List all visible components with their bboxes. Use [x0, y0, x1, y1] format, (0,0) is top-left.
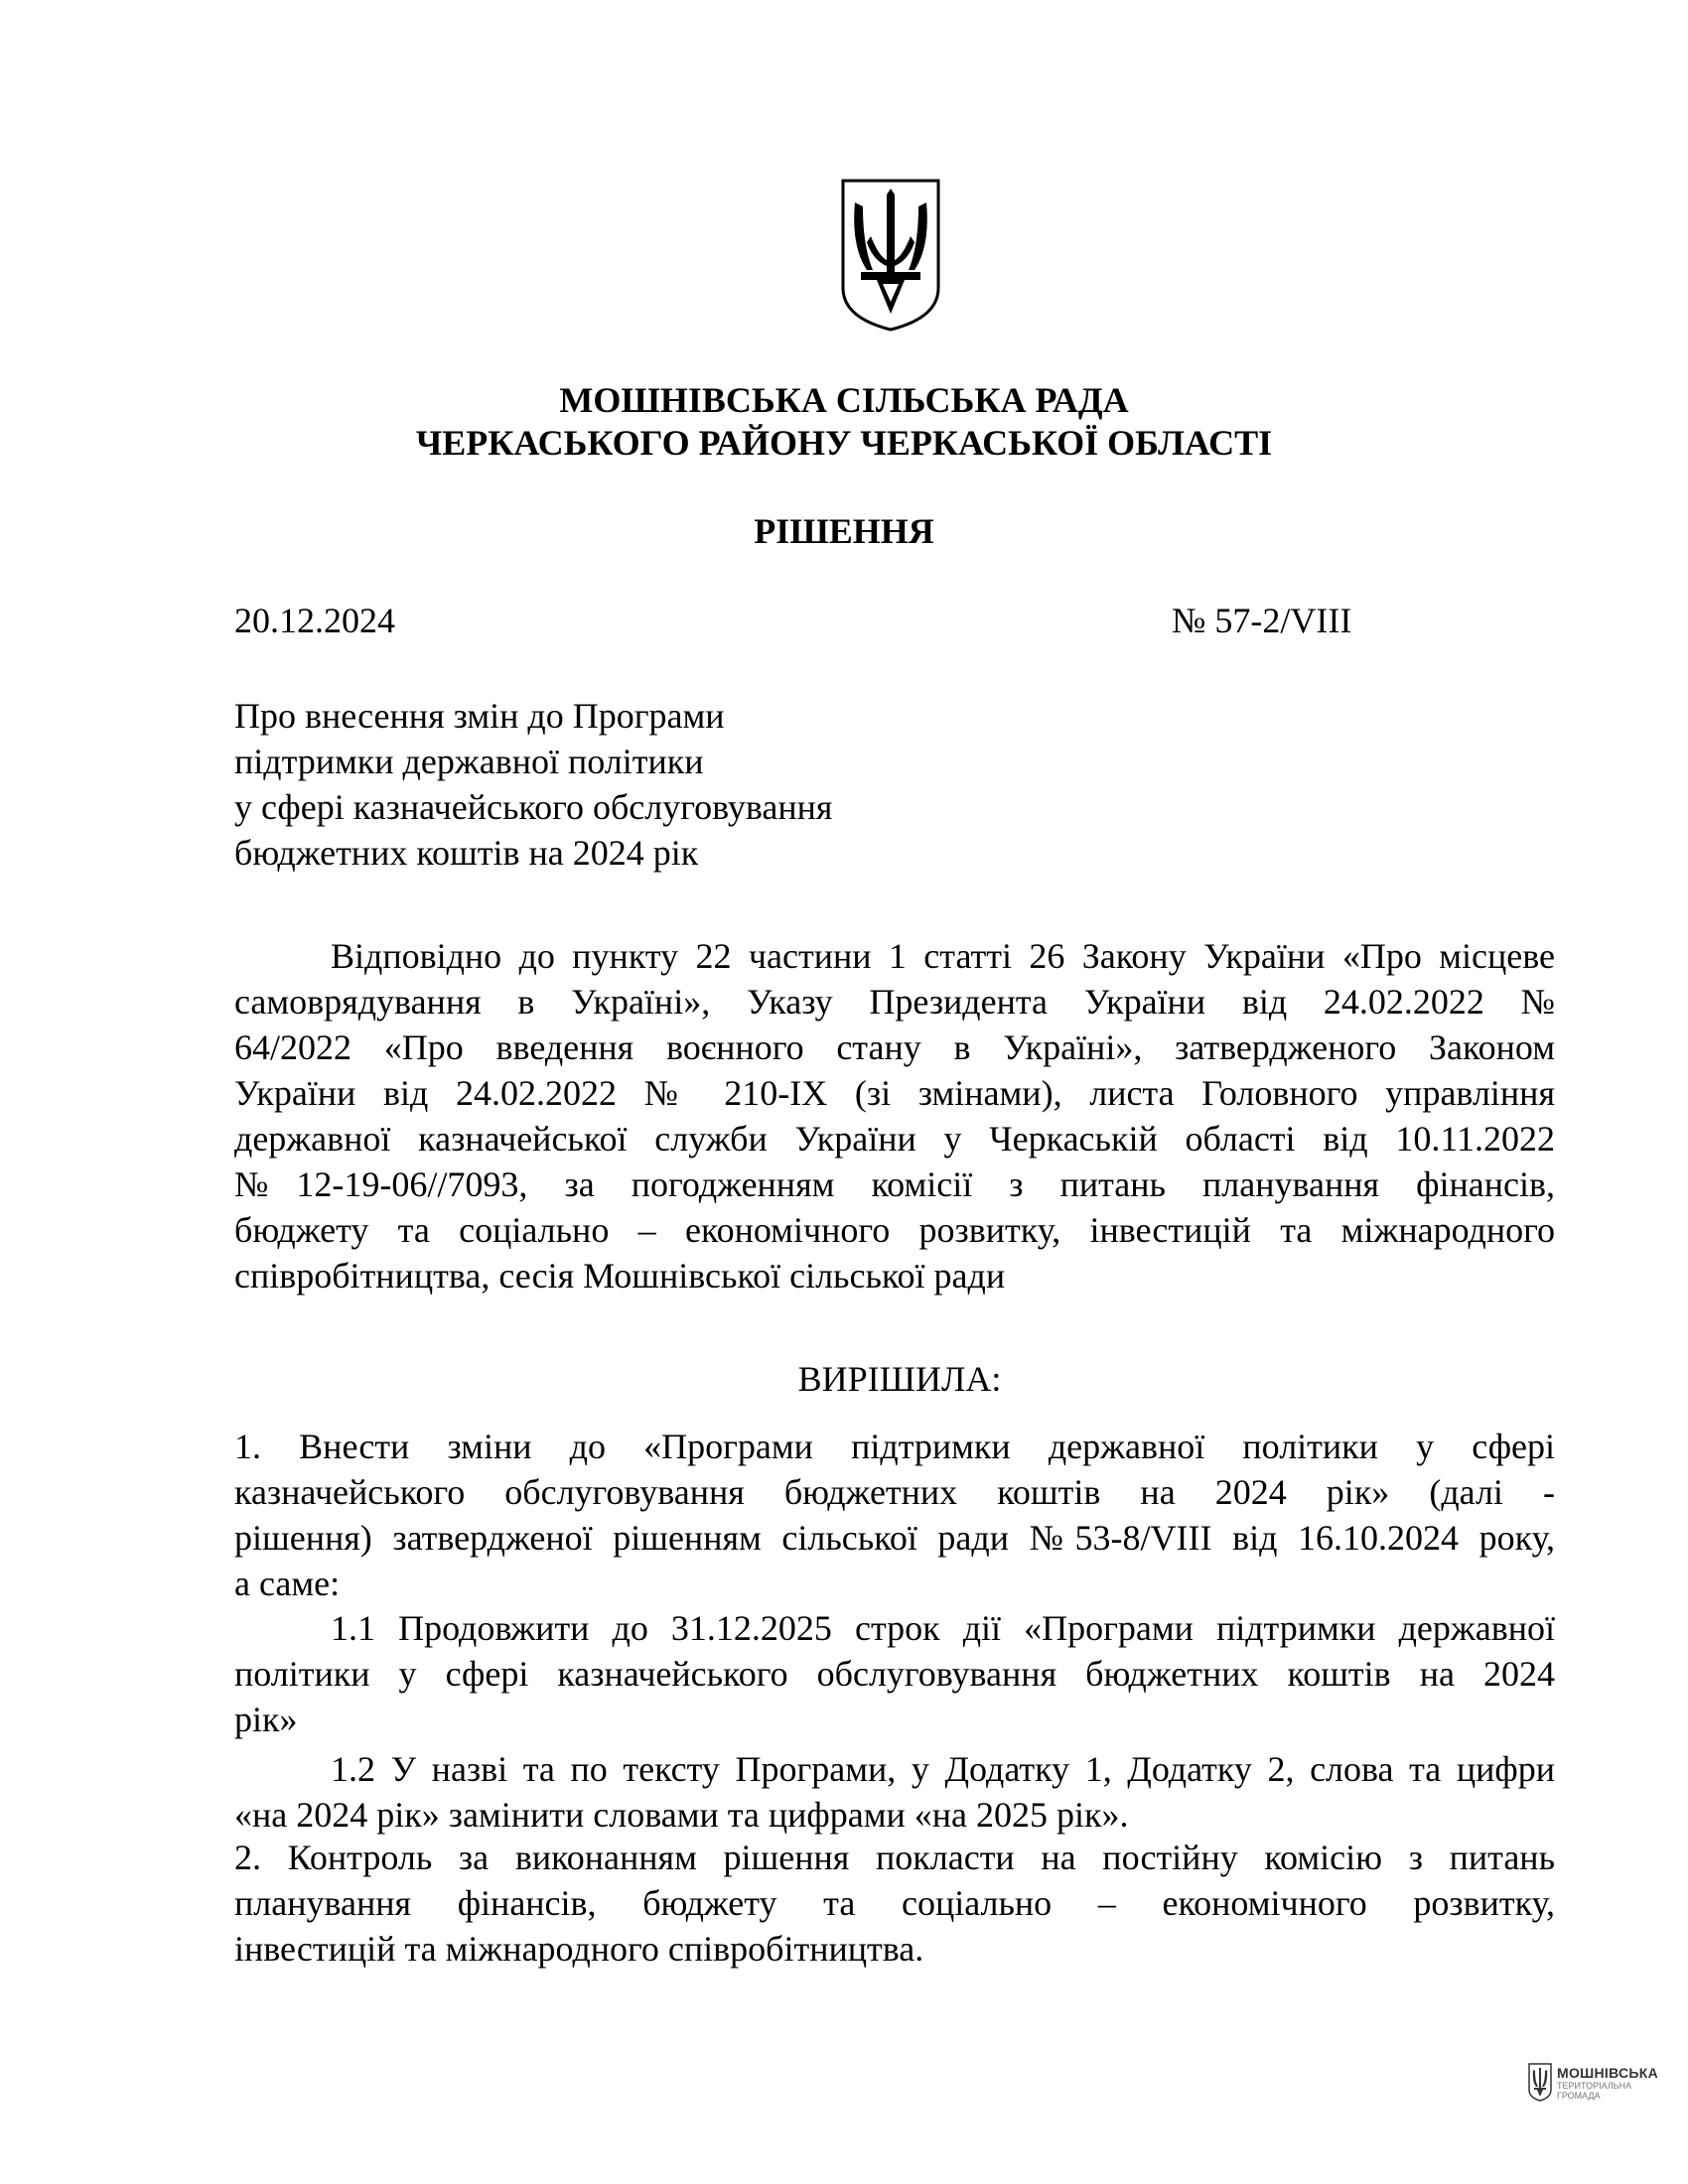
subject-line: у сфері казначейського обслуговування [234, 787, 833, 827]
preamble-line: співробітництва, сесія Мошнівської сільської ради [234, 1256, 1006, 1296]
item-line: політики у сфері казначейського обслуговування бюджетних коштів на 2024 [234, 1654, 1555, 1694]
preamble-line: державної казначейської служби України у Черкаській області від 10.11.2022 [234, 1119, 1555, 1159]
item-line: інвестицій та міжнародного співробітництва. [234, 1929, 924, 1969]
item-line: 1.2 У назві та по тексту Програми, у Додатку 1, Додатку 2, слова та цифри [331, 1749, 1555, 1789]
logo-title: МОШНІВСЬКА [1557, 2065, 1659, 2081]
trident-coat-of-arms-icon [837, 177, 944, 332]
decision-number: № 57-2/VIII [1172, 601, 1352, 640]
subject-line: Про внесення змін до Програми [234, 696, 725, 736]
item-line: «на 2024 рік» замінити словами та цифрами «на 2025 рік». [234, 1795, 1129, 1835]
preamble-line: України від 24.02.2022 № 210-IX (зі змінами), листа Головного управління [234, 1073, 1555, 1113]
item-line: а саме: [234, 1564, 341, 1603]
preamble-line: 64/2022 «Про введення воєнного стану в Україні», затвердженого Законом [234, 1027, 1555, 1067]
subject-line: бюджетних коштів на 2024 рік [234, 833, 699, 873]
item-line: 2. Контроль за виконанням рішення покласти на постійну комісію з питань [234, 1838, 1555, 1877]
resolved-heading: ВИРІШИЛА: [797, 1359, 1002, 1399]
subject-line: підтримки державної політики [234, 742, 704, 781]
item-line: рішення) затвердженої рішенням сільської ради №53-8/VIII від 16.10.2024 року, [234, 1518, 1555, 1558]
document-type: РІШЕННЯ [754, 511, 934, 551]
logo-subtitle: ГРОМАДА [1557, 2091, 1601, 2101]
logo-subtitle: ТЕРИТОРІАЛЬНА [1557, 2081, 1632, 2091]
preamble-line: самоврядування в Україні», Указу Президента України від 24.02.2022 № [234, 982, 1555, 1022]
item-line: планування фінансів, бюджету та соціально – економічного розвитку, [234, 1883, 1555, 1923]
decision-subject [234, 693, 832, 876]
preamble-line: Відповідно до пункту 22 частини 1 статті 26 Закону України «Про місцеве [331, 936, 1555, 976]
item-line: рік» [234, 1700, 298, 1739]
decision-item-2 [234, 1835, 1555, 1972]
decision-date: 20.12.2024 [234, 601, 395, 640]
decision-item-1-1 [234, 1605, 1555, 1742]
item-line: казначейського обслуговування бюджетних коштів на 2024 рік» (далі - [234, 1472, 1555, 1512]
community-logo [1527, 2062, 1666, 2106]
trident-small-icon [1527, 2062, 1553, 2102]
preamble-line: №12-19-06//7093, за погодженням комісії з питань планування фінансів, [234, 1164, 1555, 1204]
item-line: 1. Внести зміни до «Програми підтримки державної політики у сфері [234, 1427, 1555, 1466]
council-district: ЧЕРКАСЬКОГО РАЙОНУ ЧЕРКАСЬКОЇ ОБЛАСТІ [415, 423, 1273, 463]
item-line: 1.1 Продовжити до 31.12.2025 строк дії «Програми підтримки державної [331, 1608, 1555, 1648]
decision-item-1-2 [234, 1746, 1555, 1838]
decision-item-1 [234, 1424, 1555, 1606]
preamble-paragraph [234, 933, 1555, 1298]
preamble-line: бюджету та соціально – економічного розвитку, інвестицій та міжнародного [234, 1210, 1555, 1250]
council-name: МОШНІВСЬКА СІЛЬСЬКА РАДА [559, 380, 1129, 420]
